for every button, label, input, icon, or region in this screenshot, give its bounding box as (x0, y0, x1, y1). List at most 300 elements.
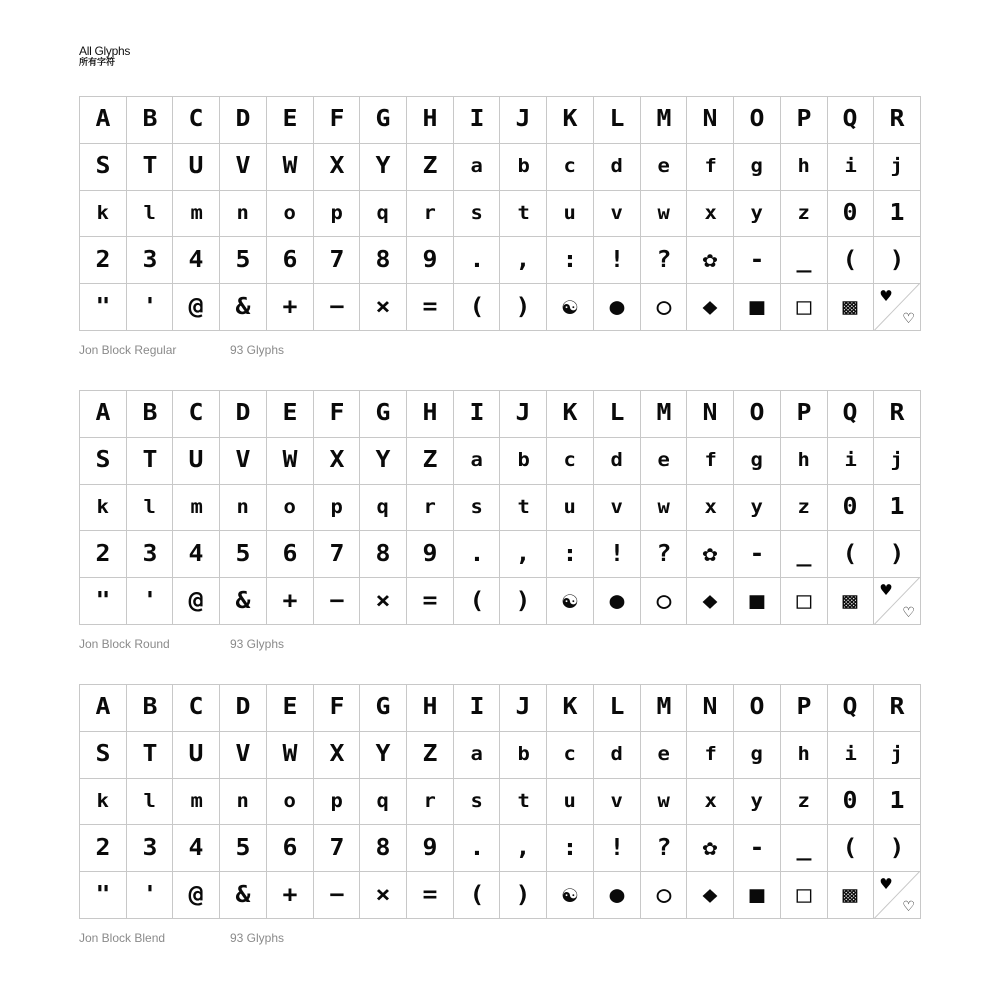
glyph-cell (173, 237, 220, 284)
glyph: ' (142, 587, 158, 614)
glyph-cell (828, 438, 875, 485)
glyph-cell (360, 485, 407, 532)
glyph-cell (360, 438, 407, 485)
glyph: p (330, 789, 343, 812)
glyph: ▩ (842, 587, 858, 614)
glyph-cell (220, 531, 267, 578)
glyph: ✿ (702, 246, 718, 273)
glyph-cell (828, 685, 875, 732)
glyph: G (375, 106, 391, 133)
glyph-cell (641, 438, 688, 485)
glyph: x (704, 201, 717, 224)
glyph: 9 (422, 540, 438, 567)
glyph-panel-blend (79, 684, 921, 945)
glyph-cell (407, 97, 454, 144)
glyph: 0 (842, 199, 858, 226)
glyph: ( (842, 246, 858, 273)
glyph: - (749, 834, 765, 861)
glyph-count: 93 Glyphs (230, 931, 285, 945)
glyph: z (797, 201, 810, 224)
glyph-cell (687, 531, 734, 578)
glyph: i (844, 743, 857, 766)
glyph-cell (781, 779, 828, 826)
glyph-cell (267, 779, 314, 826)
glyph-cell (127, 391, 174, 438)
glyph-cell (734, 391, 781, 438)
glyph-cell (547, 779, 594, 826)
glyph-cell (500, 284, 547, 331)
glyph: X (328, 447, 344, 474)
glyph: x (704, 789, 717, 812)
glyph-cell (454, 237, 501, 284)
glyph: , (515, 246, 531, 273)
glyph: Y (375, 741, 391, 768)
glyph-cell (80, 685, 127, 732)
glyph: ○ (656, 293, 671, 320)
heart-filled-icon: ♥ (879, 875, 893, 894)
glyph-cell (80, 97, 127, 144)
glyph: & (235, 881, 251, 908)
glyph-cell (781, 485, 828, 532)
glyph-cell (594, 779, 641, 826)
glyph: t (517, 495, 530, 518)
glyph: t (517, 789, 530, 812)
glyph: T (142, 153, 158, 180)
glyph-cell (874, 391, 921, 438)
glyph: j (890, 155, 904, 178)
glyph-cell (80, 391, 127, 438)
glyph-cell (80, 191, 127, 238)
glyph: S (95, 153, 111, 180)
glyph: 0 (842, 493, 858, 520)
glyph: o (283, 789, 296, 812)
glyph-cell (547, 485, 594, 532)
glyph: A (95, 694, 111, 721)
glyph: N (702, 106, 718, 133)
glyph: U (188, 447, 204, 474)
glyph-cell (594, 485, 641, 532)
glyph: ) (889, 540, 905, 567)
glyph: T (142, 741, 158, 768)
glyph: 4 (188, 540, 204, 567)
glyph: ◆ (702, 587, 718, 614)
glyph: - (749, 246, 765, 273)
glyph-cell (641, 732, 688, 779)
glyph-cell (407, 779, 454, 826)
glyph-cell (781, 391, 828, 438)
glyph-grid (79, 390, 921, 625)
glyph-cell (874, 237, 921, 284)
glyph-cell (781, 578, 828, 625)
glyph-cell (641, 237, 688, 284)
glyph-grid (79, 96, 921, 331)
glyph: 7 (328, 540, 344, 567)
glyph-cell (360, 284, 407, 331)
glyph: : (562, 540, 578, 567)
glyph-cell (500, 531, 547, 578)
glyph-cell (267, 685, 314, 732)
glyph: & (235, 587, 251, 614)
glyph-cell (407, 284, 454, 331)
glyph-cell (454, 284, 501, 331)
glyph-cell (173, 779, 220, 826)
glyph-cell (127, 732, 174, 779)
glyph-cell (594, 97, 641, 144)
glyph: ✿ (702, 834, 718, 861)
glyph-cell (407, 685, 454, 732)
glyph: Y (375, 447, 391, 474)
glyph-cell (360, 825, 407, 872)
glyph: 6 (282, 540, 298, 567)
glyph-panel-round (79, 390, 921, 651)
glyph-cell (594, 391, 641, 438)
glyph-cell (407, 872, 454, 919)
glyph-cell (173, 825, 220, 872)
glyph-grid (79, 684, 921, 919)
glyph-cell (594, 531, 641, 578)
glyph-cell (220, 872, 267, 919)
glyph-cell (734, 237, 781, 284)
glyph: i (844, 155, 857, 178)
glyph: Z (422, 741, 438, 768)
glyph-cell (547, 438, 594, 485)
glyph: @ (188, 293, 204, 320)
glyph-cell (547, 97, 594, 144)
glyph: 5 (235, 540, 251, 567)
glyph-cell (547, 191, 594, 238)
glyph: J (515, 106, 531, 133)
glyph: D (235, 106, 251, 133)
glyph-cell (781, 872, 828, 919)
glyph: 2 (95, 834, 111, 861)
glyph: O (749, 400, 765, 427)
glyph-cell (500, 97, 547, 144)
glyph: u (563, 789, 577, 812)
glyph-cell (734, 825, 781, 872)
glyph-cell (781, 97, 828, 144)
glyph-cell (547, 685, 594, 732)
glyph-cell (220, 144, 267, 191)
glyph: ( (469, 293, 485, 320)
glyph-cell (500, 732, 547, 779)
glyph-cell (547, 144, 594, 191)
glyph-cell (127, 685, 174, 732)
glyph-cell (80, 438, 127, 485)
glyph-cell (407, 237, 454, 284)
glyph: ' (142, 881, 158, 908)
glyph: l (143, 201, 156, 224)
glyph-count: 93 Glyphs (230, 637, 285, 651)
glyph: e (657, 743, 670, 766)
glyph-cell (407, 144, 454, 191)
glyph: 8 (375, 246, 391, 273)
glyph: □ (796, 293, 812, 320)
glyph-cell (828, 732, 875, 779)
glyph: D (235, 694, 251, 721)
glyph: ( (469, 587, 485, 614)
glyph-cell (314, 144, 361, 191)
glyph-cell (500, 578, 547, 625)
glyph: ! (609, 834, 625, 861)
glyph-cell (874, 578, 921, 625)
glyph-cell (828, 284, 875, 331)
glyph-cell (641, 485, 688, 532)
glyph-cell (781, 144, 828, 191)
glyph-cell (454, 531, 501, 578)
glyph-cell (641, 825, 688, 872)
glyph: Q (842, 106, 858, 133)
glyph: : (562, 246, 578, 273)
glyph-cell (500, 144, 547, 191)
glyph-cell (127, 97, 174, 144)
glyph-cell (687, 825, 734, 872)
glyph-cell (454, 485, 501, 532)
glyph: ( (842, 540, 858, 567)
glyph-cell (734, 191, 781, 238)
glyph-cell (314, 237, 361, 284)
glyph: _ (796, 246, 812, 273)
glyph: V (235, 741, 251, 768)
glyph-cell (80, 531, 127, 578)
glyph: □ (796, 587, 812, 614)
glyph-cell (173, 531, 220, 578)
glyph: 3 (142, 834, 158, 861)
glyph: s (470, 201, 483, 224)
glyph-cell (641, 391, 688, 438)
glyph: G (375, 694, 391, 721)
glyph: t (517, 201, 530, 224)
glyph-cell (314, 685, 361, 732)
glyph: v (610, 201, 623, 224)
glyph-cell (734, 779, 781, 826)
glyph-cell (641, 284, 688, 331)
glyph-cell (80, 284, 127, 331)
glyph: ! (609, 540, 625, 567)
glyph: v (610, 789, 623, 812)
glyph-cell (360, 144, 407, 191)
glyph-cell (407, 485, 454, 532)
glyph-cell (734, 97, 781, 144)
panel-caption (79, 343, 285, 357)
glyph-cell (220, 485, 267, 532)
glyph: C (188, 106, 204, 133)
glyph-cell (594, 191, 641, 238)
glyph-cell (173, 732, 220, 779)
glyph-cell (734, 531, 781, 578)
glyph: & (235, 293, 251, 320)
glyph-cell (220, 685, 267, 732)
glyph-cell (594, 732, 641, 779)
glyph: ■ (749, 587, 765, 614)
glyph-cell (500, 237, 547, 284)
glyph: F (328, 400, 344, 427)
glyph-cell (173, 191, 220, 238)
glyph-cell (314, 97, 361, 144)
glyph: 3 (142, 246, 158, 273)
glyph: × (375, 587, 391, 614)
glyph: j (890, 449, 904, 472)
glyph: h (797, 155, 810, 178)
glyph-cell (734, 732, 781, 779)
glyph-cell (734, 438, 781, 485)
glyph: n (236, 495, 250, 518)
glyph: c (563, 155, 577, 178)
glyph-cell (454, 97, 501, 144)
glyph-cell (360, 779, 407, 826)
glyph-cell (734, 485, 781, 532)
glyph-cell (360, 191, 407, 238)
glyph-cell (781, 237, 828, 284)
glyph-cell (874, 685, 921, 732)
glyph-cell (500, 872, 547, 919)
glyph: H (422, 106, 438, 133)
glyph-cell (314, 191, 361, 238)
glyph: K (562, 106, 578, 133)
glyph: I (469, 106, 485, 133)
glyph: B (142, 106, 158, 133)
glyph-cell (500, 191, 547, 238)
glyph: w (657, 495, 670, 518)
glyph: f (704, 449, 717, 472)
glyph: Q (842, 694, 858, 721)
glyph-cell (687, 438, 734, 485)
glyph-cell (314, 825, 361, 872)
glyph: ▩ (842, 293, 858, 320)
glyph: u (563, 495, 577, 518)
glyph-cell (594, 825, 641, 872)
glyph-cell (828, 578, 875, 625)
glyph: E (282, 400, 298, 427)
glyph: a (470, 743, 483, 766)
glyph-cell (80, 872, 127, 919)
glyph: " (95, 587, 111, 614)
glyph: y (750, 201, 764, 224)
glyph-cell (454, 438, 501, 485)
glyph: p (330, 495, 343, 518)
glyph-cell (874, 531, 921, 578)
glyph: q (376, 495, 390, 518)
glyph: 8 (375, 540, 391, 567)
glyph: e (657, 155, 670, 178)
glyph: P (796, 400, 812, 427)
glyph: ? (656, 540, 671, 567)
glyph-cell (267, 732, 314, 779)
glyph-cell (173, 97, 220, 144)
glyph-cell (267, 825, 314, 872)
glyph-cell (734, 872, 781, 919)
glyph-cell (547, 237, 594, 284)
glyph-cell (220, 237, 267, 284)
glyph: D (235, 400, 251, 427)
glyph: : (562, 834, 578, 861)
glyph-cell (220, 779, 267, 826)
glyph: w (657, 789, 670, 812)
glyph-cell (500, 825, 547, 872)
glyph-cell (687, 578, 734, 625)
glyph-cell (173, 685, 220, 732)
glyph-cell (267, 391, 314, 438)
glyph-cell (641, 872, 688, 919)
glyph-cell (687, 685, 734, 732)
glyph-cell (874, 872, 921, 919)
glyph: c (563, 449, 577, 472)
glyph-cell (127, 237, 174, 284)
glyph: - (749, 540, 765, 567)
glyph: U (188, 153, 204, 180)
glyph: . (469, 834, 485, 861)
glyph: L (609, 106, 625, 133)
glyph: ● (609, 293, 625, 320)
glyph-cell (80, 485, 127, 532)
glyph-cell (500, 779, 547, 826)
glyph-cell (220, 191, 267, 238)
glyph: I (469, 400, 485, 427)
font-name: Jon Block Round (79, 637, 170, 651)
glyph: o (283, 201, 296, 224)
glyph: 4 (188, 834, 204, 861)
glyph-cell (874, 732, 921, 779)
glyph: ☯ (562, 587, 578, 614)
glyph: R (889, 106, 905, 133)
glyph-cell (687, 191, 734, 238)
glyph-cell (407, 191, 454, 238)
glyph: ○ (656, 587, 671, 614)
glyph: ) (889, 834, 905, 861)
glyph-cell (828, 825, 875, 872)
glyph: C (188, 400, 204, 427)
glyph-cell (828, 531, 875, 578)
glyph: 9 (422, 834, 438, 861)
glyph-cell (267, 872, 314, 919)
glyph: M (656, 694, 671, 721)
glyph: f (704, 743, 717, 766)
glyph-cell (547, 531, 594, 578)
glyph-cell (874, 825, 921, 872)
glyph: ( (469, 881, 485, 908)
heart-outline-icon: ♡ (902, 604, 915, 621)
glyph: 6 (282, 834, 298, 861)
glyph-cell (127, 872, 174, 919)
glyph: E (282, 694, 298, 721)
glyph-cell (314, 438, 361, 485)
glyph-cell (220, 97, 267, 144)
glyph: × (375, 881, 391, 908)
glyph-cell (360, 872, 407, 919)
glyph: v (610, 495, 623, 518)
glyph: R (889, 400, 905, 427)
glyph: ! (609, 246, 625, 273)
glyph: m (190, 495, 203, 518)
glyph: H (422, 694, 438, 721)
glyph-cell (173, 872, 220, 919)
glyph: 2 (95, 540, 111, 567)
glyph: ☯ (562, 293, 578, 320)
glyph: b (517, 155, 530, 178)
glyph: − (328, 881, 344, 908)
glyph: ◆ (702, 881, 718, 908)
glyph-cell (314, 779, 361, 826)
glyph-cell (594, 284, 641, 331)
glyph-cell (594, 872, 641, 919)
glyph: _ (796, 540, 812, 567)
glyph-cell (828, 97, 875, 144)
glyph: k (96, 201, 110, 224)
glyph: k (96, 789, 110, 812)
glyph: c (563, 743, 577, 766)
glyph: q (376, 789, 390, 812)
glyph-cell (874, 438, 921, 485)
glyph: m (190, 789, 203, 812)
